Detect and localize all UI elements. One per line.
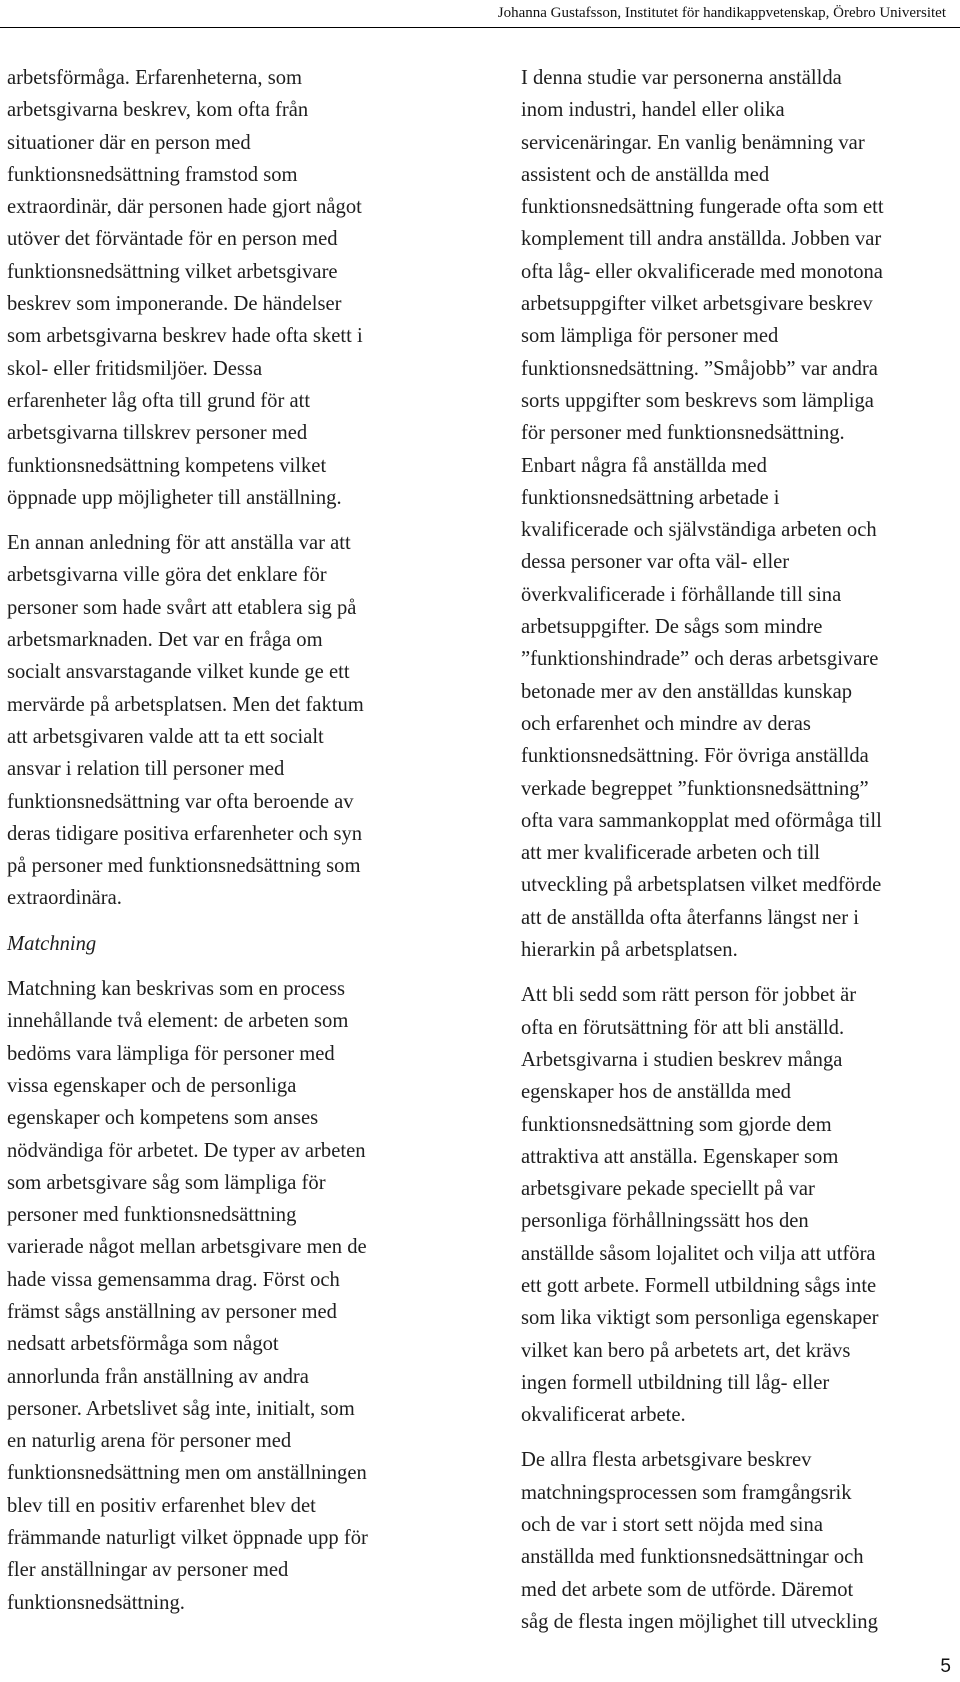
text-line: annorlunda från anställning av andra [7,1365,309,1388]
text-line: funktionsnedsättning. [7,1591,185,1614]
text-line: funktionsnedsättning. ”Småjobb” var andra [521,357,878,380]
text-line: Enbart några få anställda med [521,454,767,477]
paragraph [7,973,452,1619]
text-line: beskrev som imponerande. De händelser [7,293,342,316]
text-line: anställde såsom lojalitet och vilja att utföra [521,1242,876,1265]
text-line: som lika viktigt som personliga egenskaper [521,1307,879,1330]
text-line: attraktiva att anställa. Egenskaper som [521,1145,839,1168]
text-line: personliga förhållningssätt hos den [521,1210,809,1233]
text-line: funktionsnedsättning kompetens vilket [7,454,327,477]
text-line: matchningsprocessen som framgångsrik [521,1481,852,1504]
text-line: vilket kan bero på arbetets art, det krävs [521,1339,851,1362]
text-line: extraordinär, där personen hade gjort något [7,196,362,219]
text-line: I denna studie var personerna anställda [521,67,842,89]
header-rule [0,27,960,28]
text-line: såg de flesta ingen möjlighet till utveckling [521,1610,878,1633]
text-line: verkade begreppet ”funktionsnedsättning” [521,777,869,800]
text-line: att arbetsgivaren valde att ta ett socialt [7,725,324,748]
paragraph [7,527,452,915]
text-line: att de anställda ofta återfanns längst ner i [521,906,859,929]
text-line: arbetsgivarna beskrev, kom ofta från [7,99,309,122]
text-line: personer med funktionsnedsättning [7,1204,297,1227]
text-line: personer. Arbetslivet såg inte, initialt, som [7,1397,355,1420]
text-line: som arbetsgivare såg som lämpliga för [7,1171,326,1194]
text-line: främmande naturligt vilket öppnade upp för [7,1527,368,1550]
text-line: funktionsnedsättning arbetade i [521,486,780,509]
text-line: funktionsnedsättning var ofta beroende av [7,790,354,813]
text-line: mervärde på arbetsplatsen. Men det faktum [7,693,364,716]
text-line: funktionsnedsättning framstod som [7,163,298,186]
text-line: med det arbete som de utförde. Däremot [521,1578,854,1601]
text-line: Arbetsgivarna i studien beskrev många [521,1048,843,1071]
text-line: arbetsuppgifter vilket arbetsgivare beskrev [521,293,873,316]
text-line: att mer kvalificerade arbeten och till [521,842,821,865]
text-line: ingen formell utbildning till låg- eller [521,1371,830,1394]
text-line: som lämpliga för personer med [521,325,779,348]
text-line: komplement till andra anställda. Jobben var [521,228,882,251]
text-line: personer som hade svårt att etablera sig på [7,596,357,619]
left-column [7,62,452,1619]
page-number: 5 [940,1656,951,1677]
text-line: ofta låg- eller okvalificerade med monotona [521,260,883,283]
text-line: okvalificerat arbete. [521,1404,686,1427]
text-line: skol- eller fritidsmiljöer. Dessa [7,357,263,380]
text-line: ett gott arbete. Formell utbildning sågs inte [521,1274,877,1297]
text-line: och erfarenhet och mindre av deras [521,712,811,735]
text-line: främst sågs anställning av personer med [7,1300,337,1323]
paragraph [521,979,953,1431]
text-line: arbetsmarknaden. Det var en fråga om [7,629,323,652]
text-line: Matchning kan beskrivas som en process [7,978,346,1001]
text-line: vissa egenskaper och de personliga [7,1074,297,1097]
right-column [521,62,953,1638]
text-line: ofta vara sammankopplat med oförmåga till [521,809,882,832]
text-line: utöver det förväntade för en person med [7,228,338,251]
text-line: arbetsgivare pekade speciellt på var [521,1178,815,1201]
text-line: arbetsgivarna ville göra det enklare för [7,564,327,587]
text-line: arbetsuppgifter. De sågs som mindre [521,616,823,639]
text-line: Att bli sedd som rätt person för jobbet är [521,984,857,1007]
text-line: funktionsnedsättning. För övriga anställda [521,745,869,768]
paragraph [521,62,953,966]
text-line: hade vissa gemensamma drag. Först och [7,1268,340,1291]
text-line: extraordinära. [7,887,122,910]
text-line: anställda med funktionsnedsättningar och [521,1546,864,1569]
section-heading: Matchning [7,932,97,955]
text-line: egenskaper och kompetens som anses [7,1107,319,1130]
text-line: nedsatt arbetsförmåga som något [7,1333,279,1356]
text-line: En annan anledning för att anställa var att [7,532,351,555]
text-line: som arbetsgivarna beskrev hade ofta skett i [7,325,363,348]
paragraph [7,62,452,514]
text-line: arbetsgivarna tillskrev personer med [7,422,308,445]
text-line: socialt ansvarstagande vilket kunde ge ett [7,661,350,684]
text-line: egenskaper hos de anställda med [521,1081,791,1104]
text-line: fler anställningar av personer med [7,1559,289,1582]
text-line: blev till en positiv erfarenhet blev det [7,1494,316,1517]
text-line: ”funktionshindrade” och deras arbetsgivare [521,648,879,671]
text-line: funktionsnedsättning vilket arbetsgivare [7,260,338,283]
text-line: servicenäringar. En vanlig benämning var [521,131,865,154]
text-line: sorts uppgifter som beskrevs som lämpliga [521,389,874,412]
text-line: funktionsnedsättning men om anställningen [7,1462,367,1485]
text-line: ofta en förutsättning för att bli anställd. [521,1016,845,1039]
text-line: på personer med funktionsnedsättning som [7,855,361,878]
text-line: nödvändiga för arbetet. De typer av arbeten [7,1139,366,1162]
running-header: Johanna Gustafsson, Institutet för handikappvetenskap, Örebro Universitet [497,5,946,21]
text-line: bedöms vara lämpliga för personer med [7,1042,335,1065]
text-line: ansvar i relation till personer med [7,758,285,781]
paragraph [521,1444,953,1638]
text-line: överkvalificerade i förhållande till sina [521,583,842,606]
text-line: assistent och de anställda med [521,163,770,186]
text-line: funktionsnedsättning fungerade ofta som ett [521,196,884,219]
text-line: hierarkin på arbetsplatsen. [521,939,738,962]
text-line: De allra flesta arbetsgivare beskrev [521,1449,812,1472]
text-line: och de var i stort sett nöjda med sina [521,1514,823,1537]
text-line: varierade något mellan arbetsgivare men de [7,1236,367,1259]
text-line: för personer med funktionsnedsättning. [521,422,845,445]
text-line: deras tidigare positiva erfarenheter och syn [7,822,363,845]
text-line: betonade mer av den anställdas kunskap [521,680,853,703]
text-line: arbetsförmåga. Erfarenheterna, som [7,67,303,89]
text-line: utveckling på arbetsplatsen vilket medförde [521,874,882,897]
text-line: kvalificerade och självständiga arbeten och [521,519,877,542]
text-line: en naturlig arena för personer med [7,1430,292,1453]
text-line: erfarenheter låg ofta till grund för att [7,389,311,412]
text-line: öppnade upp möjligheter till anställning. [7,486,342,509]
text-line: dessa personer var ofta väl- eller [521,551,790,574]
text-line: innehållande två element: de arbeten som [7,1010,349,1033]
text-line: situationer där en person med [7,131,251,154]
text-line: funktionsnedsättning som gjorde dem [521,1113,832,1136]
text-line: inom industri, handel eller olika [521,99,785,122]
